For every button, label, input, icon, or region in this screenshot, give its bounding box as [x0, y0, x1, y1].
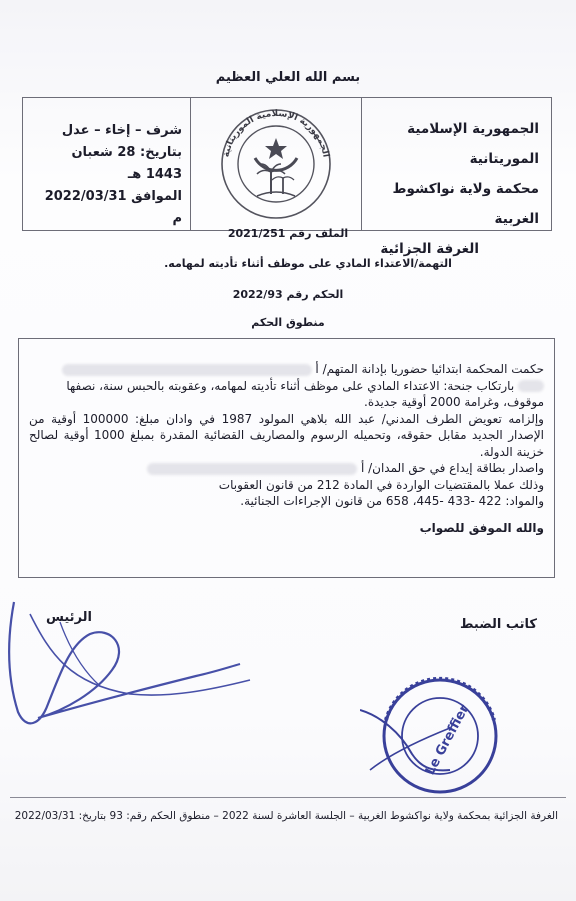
hijri-date: بتاريخ: 28 شعبان [71, 145, 182, 160]
ruling-line-7: والمواد: 422 -433 -445، 658 من قانون الإجراءات الجنائية. [240, 494, 544, 508]
seal-text: الجمهورية الإسلامية الموريتانية [221, 108, 331, 159]
header-institution [362, 98, 551, 257]
judgment-number: الحكم رقم 2022/93 [232, 288, 344, 301]
header-dates [23, 98, 191, 230]
ruling-line-6: وذلك عملا بالمقتضيات الواردة في المادة 212 من قانون العقوبات [218, 477, 544, 492]
chamber-name: الغرفة الجزائية [380, 241, 479, 257]
charge: التهمة/الاعتداء المادي على موظف أثناء تأديته لمهامه. [164, 257, 452, 270]
ruling-line-5: واصدار بطاقة إيداع في حق المدان/ أ [29, 460, 544, 477]
national-emblem-icon [211, 108, 341, 220]
hijri-year: 1443 هـ [127, 167, 182, 182]
header-emblem [191, 98, 362, 230]
court-stamp-icon [360, 670, 510, 800]
ruling-box [18, 338, 555, 578]
ruling-line-4: وإلزامه تعويض الطرف المدني/ عبد الله بلاهي المولود 1987 في وادان مبلغ: 100000 أوقية من الإصدار الجديد مقابل حقوقه، وتحميله الرسوم والمصاريف القضائية المقدرة بمبلغ 1000 أوقية لصالح خزينة الدولة. [29, 411, 545, 459]
stamp-text: Le Greffier [422, 702, 473, 778]
country-name: الجمهورية الإسلامية الموريتانية [407, 121, 539, 167]
court-name: محكمة ولاية نواكشوط الغربية [392, 181, 539, 227]
redacted-name [147, 463, 357, 475]
operative-title: منطوق الحكم [251, 316, 325, 329]
document-footer: الغرفة الجزائية بمحكمة ولاية نواكشوط الغربية – الجلسة العاشرة لسنة 2022 – منطوق الحكم رقم: 93 بتاريخ: 2022/03/31 [14, 810, 558, 822]
basmala: بسم الله العلي العظيم [215, 70, 361, 85]
president-signature-icon [0, 594, 260, 744]
gregorian-date: الموافق 2022/03/31 م [44, 189, 182, 226]
ruling-line-1: حكمت المحكمة ابتدائيا حضوريا بإدانة المتهم/ أ [29, 361, 544, 378]
closing-phrase: والله الموفق للصواب [419, 520, 544, 535]
redacted-name [62, 364, 312, 376]
president-label: الرئيس [46, 610, 92, 625]
ruling-line-3: موقوف، وغرامة 2000 أوقية جديدة. [364, 395, 544, 409]
footer-divider [10, 797, 566, 798]
file-number: الملف رقم 2021/251 [227, 227, 349, 240]
redacted-name [518, 380, 544, 392]
ruling-line-2: بارتكاب جنحة: الاعتداء المادي على موظف أثناء تأديته لمهامه، وعقوبته بالحبس سنة، نصفها [29, 378, 544, 395]
clerk-label: كاتب الضبط [460, 617, 537, 632]
motto: شرف – إخاء – عدل [61, 123, 182, 138]
